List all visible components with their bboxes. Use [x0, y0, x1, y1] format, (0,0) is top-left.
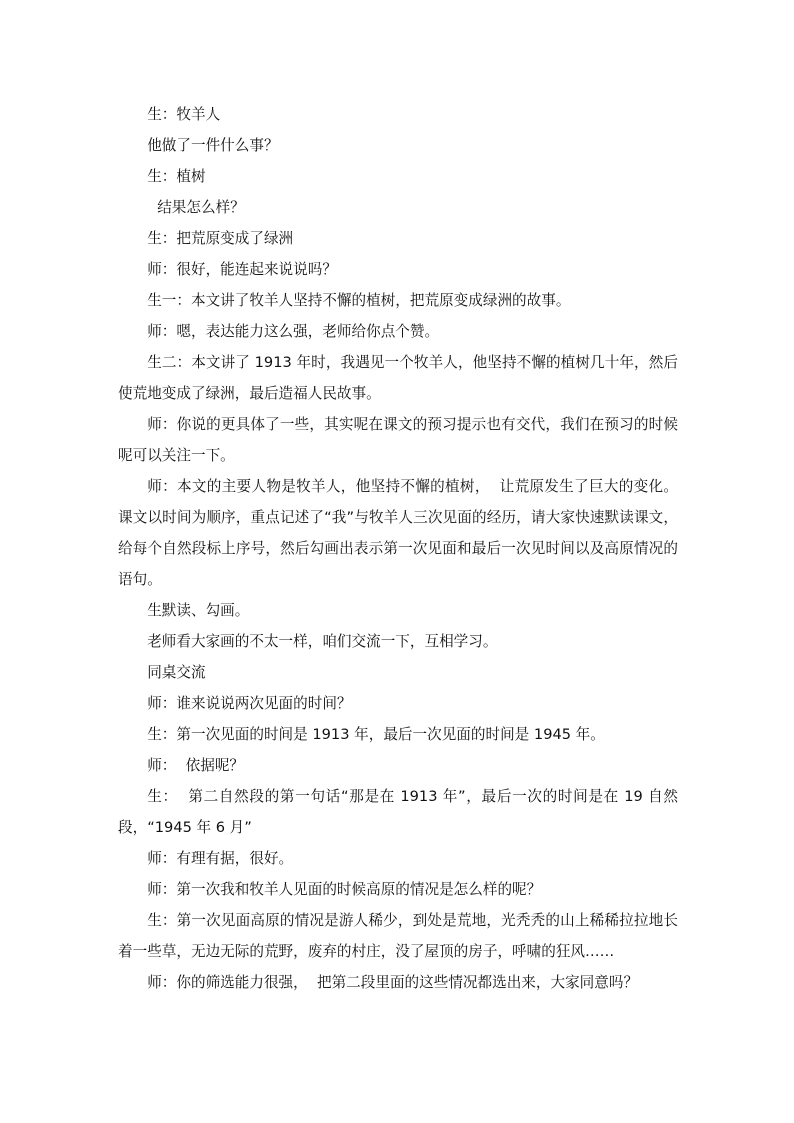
paragraph: 师：嗯，表达能力这么强，老师给你点个赞。 [147, 323, 440, 340]
paragraph: 生二：本文讲了 1913 年时，我遇见一个牧羊人，他坚持不懈的植树几十年，然后使荒地变成了绿洲，最后造福人民故事。 [118, 354, 678, 402]
paragraph: 师：本文的主要人物是牧羊人，他坚持不懈的植树， 让荒原发生了巨大的变化。课文以时间为顺序，重点记述了“我”与牧羊人三次见面的经历，请大家快速默读课文，给每个自然段标上序号，然后勾画出表示第一次见面和最后一次见时间以及高原情况的语句。 [118, 478, 678, 588]
paragraph: 生一：本文讲了牧羊人坚持不懈的植树，把荒原变成绿洲的故事。 [147, 292, 571, 309]
paragraph: 同桌交流 [147, 664, 206, 681]
paragraph: 生：植树 [147, 168, 206, 185]
paragraph: 生： 第二自然段的第一句话“那是在 1913 年”，最后一次的时间是在 19 自然段，“1945 年 6 月” [118, 788, 678, 836]
paragraph: 生：把荒原变成了绿洲 [147, 230, 294, 247]
paragraph: 师：你的筛选能力很强， 把第二段里面的这些情况都选出来，大家同意吗？ [147, 974, 639, 991]
paragraph: 他做了一件什么事？ [147, 137, 279, 154]
paragraph: 师： 依据呢？ [147, 757, 245, 774]
document-body [118, 99, 678, 998]
paragraph: 生：第一次见面高原的情况是游人稀少，到处是荒地，光秃秃的山上稀稀拉拉地长着一些草，无边无际的荒野，废弃的村庄，没了屋顶的房子，呼啸的狂风…… [118, 912, 678, 960]
paragraph: 师：谁来说说两次见面的时间？ [147, 695, 352, 712]
paragraph: 师：你说的更具体了一些，其实呢在课文的预习提示也有交代，我们在预习的时候呢可以关注一下。 [118, 416, 678, 464]
paragraph: 师：第一次我和牧羊人见面的时候高原的情况是怎么样的呢？ [147, 881, 542, 898]
paragraph: 师：很好，能连起来说说吗？ [147, 261, 337, 278]
paragraph: 结果怎么样？ [157, 199, 245, 216]
paragraph: 生默读、勾画。 [147, 602, 250, 619]
paragraph: 师：有理有据，很好。 [147, 850, 294, 867]
paragraph: 生：牧羊人 [147, 106, 221, 123]
paragraph: 老师看大家画的不太一样，咱们交流一下，互相学习。 [147, 633, 498, 650]
paragraph: 生：第一次见面的时间是 1913 年，最后一次见面的时间是 1945 年。 [147, 726, 605, 743]
